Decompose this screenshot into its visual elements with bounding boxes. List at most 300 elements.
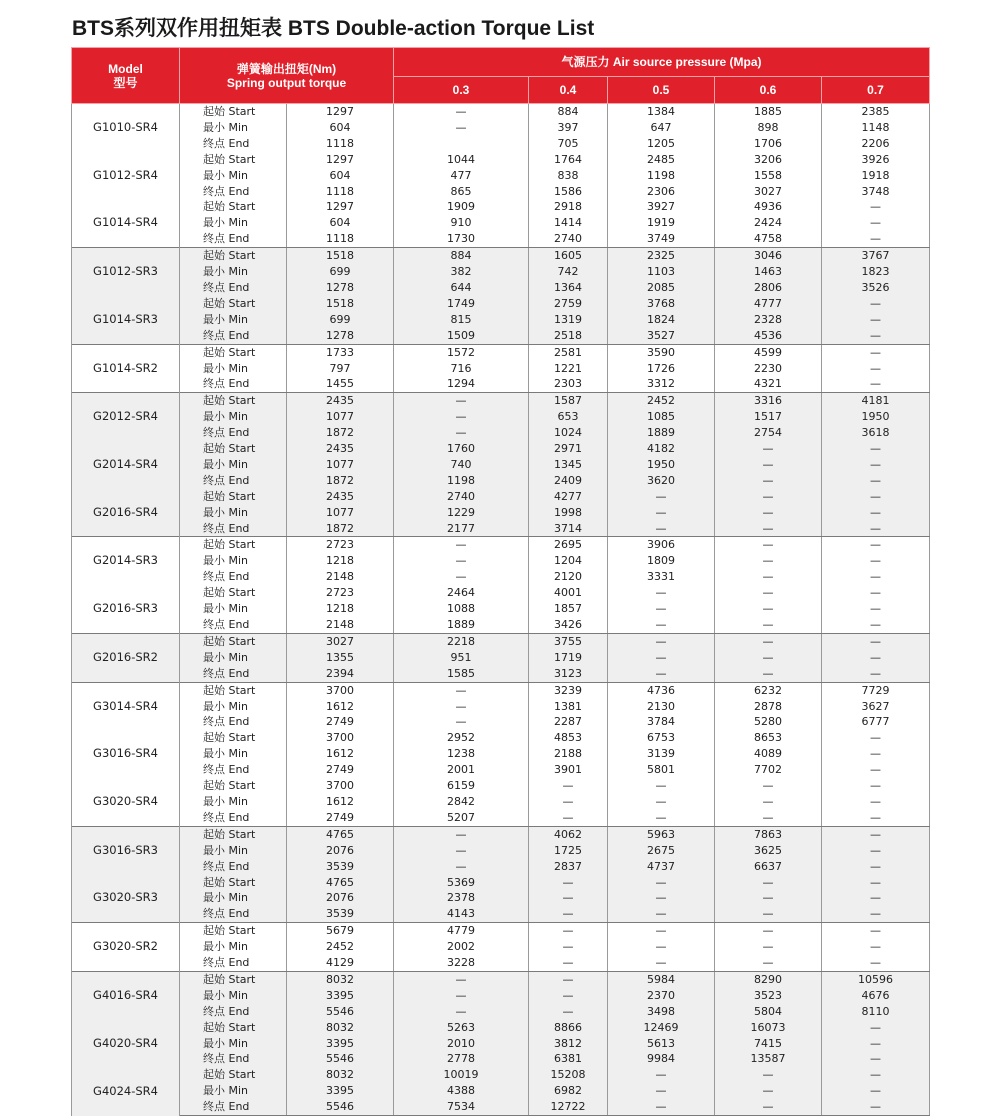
air-torque-value: 2452 <box>608 393 715 409</box>
spring-torque-header-en: Spring output torque <box>226 75 347 90</box>
table-row <box>72 248 930 264</box>
air-torque-value: 1558 <box>715 168 822 184</box>
air-torque-value: 3590 <box>608 344 715 360</box>
air-torque-value: — <box>394 714 529 730</box>
model-cell: G3020-SR3 <box>72 875 180 923</box>
model-header-cn: 型号 <box>113 75 138 90</box>
air-torque-value: — <box>608 521 715 537</box>
row-label: 起始 Start <box>180 199 287 215</box>
air-torque-value: 2120 <box>529 569 608 585</box>
air-torque-value: — <box>394 971 529 987</box>
air-torque-value: 4062 <box>529 826 608 842</box>
air-torque-value: — <box>394 988 529 1004</box>
air-torque-value: — <box>822 1099 930 1115</box>
spring-torque-value: 699 <box>287 264 394 280</box>
spring-torque-value: 604 <box>287 168 394 184</box>
air-torque-value: 5804 <box>715 1004 822 1020</box>
row-label: 终点 End <box>180 762 287 778</box>
air-torque-value: 7534 <box>394 1099 529 1115</box>
air-torque-value: — <box>608 955 715 971</box>
model-cell: G2012-SR4 <box>72 393 180 441</box>
air-torque-value: 7415 <box>715 1036 822 1052</box>
row-label: 最小 Min <box>180 794 287 810</box>
air-torque-value: 653 <box>529 409 608 425</box>
table-row <box>72 168 930 184</box>
air-torque-value: 1764 <box>529 152 608 168</box>
air-torque-value: — <box>822 473 930 489</box>
air-torque-value: 3767 <box>822 248 930 264</box>
air-torque-value: — <box>394 425 529 441</box>
air-torque-value: 884 <box>394 248 529 264</box>
row-label: 最小 Min <box>180 312 287 328</box>
row-label: 起始 Start <box>180 1020 287 1036</box>
air-torque-value: 3426 <box>529 617 608 633</box>
row-label: 终点 End <box>180 1004 287 1020</box>
air-torque-value: — <box>822 890 930 906</box>
air-torque-value: 1587 <box>529 393 608 409</box>
air-torque-value: 1238 <box>394 746 529 762</box>
row-label: 终点 End <box>180 473 287 489</box>
air-torque-value: 2306 <box>608 184 715 200</box>
air-torque-value: — <box>822 1051 930 1067</box>
row-label: 最小 Min <box>180 601 287 617</box>
model-cell: G1012-SR3 <box>72 248 180 296</box>
spring-torque-value: 4129 <box>287 955 394 971</box>
row-label: 终点 End <box>180 810 287 826</box>
air-torque-value: 2409 <box>529 473 608 489</box>
air-torque-value <box>394 136 529 152</box>
table-row <box>72 699 930 715</box>
spring-torque-value: 1218 <box>287 601 394 617</box>
air-torque-value: — <box>822 955 930 971</box>
air-torque-value: 2464 <box>394 585 529 601</box>
air-torque-value: — <box>715 939 822 955</box>
air-torque-value: 1294 <box>394 376 529 392</box>
air-torque-value: — <box>529 810 608 826</box>
air-torque-value: 2188 <box>529 746 608 762</box>
table-row <box>72 425 930 441</box>
table-row <box>72 1083 930 1099</box>
air-torque-value: — <box>608 633 715 649</box>
air-torque-value: 5280 <box>715 714 822 730</box>
air-torque-value: 1572 <box>394 344 529 360</box>
model-cell: G3016-SR3 <box>72 826 180 874</box>
spring-torque-value: 3395 <box>287 1083 394 1099</box>
air-torque-value: 3901 <box>529 762 608 778</box>
spring-torque-value: 1118 <box>287 231 394 247</box>
spring-torque-value: 1455 <box>287 376 394 392</box>
air-torque-value: — <box>715 923 822 939</box>
table-row <box>72 296 930 312</box>
air-torque-value: 2218 <box>394 633 529 649</box>
air-torque-value: — <box>608 875 715 891</box>
air-torque-value: — <box>822 875 930 891</box>
air-torque-value: 1381 <box>529 699 608 715</box>
air-torque-value: — <box>715 794 822 810</box>
table-row <box>72 199 930 215</box>
air-torque-value: 1885 <box>715 104 822 120</box>
air-torque-value: 2378 <box>394 890 529 906</box>
spring-torque-value: 1118 <box>287 184 394 200</box>
air-torque-value: 1889 <box>394 617 529 633</box>
table-row <box>72 939 930 955</box>
row-label: 起始 Start <box>180 489 287 505</box>
torque-table <box>71 47 930 1116</box>
spring-torque-value: 5546 <box>287 1004 394 1020</box>
spring-torque-value: 3539 <box>287 906 394 922</box>
air-torque-value: 647 <box>608 120 715 136</box>
row-label: 最小 Min <box>180 409 287 425</box>
table-row <box>72 215 930 231</box>
air-torque-value: — <box>529 955 608 971</box>
table-row <box>72 1067 930 1083</box>
air-torque-value: — <box>822 457 930 473</box>
table-row <box>72 521 930 537</box>
air-torque-value: 2485 <box>608 152 715 168</box>
row-label: 终点 End <box>180 617 287 633</box>
air-torque-value: 4536 <box>715 328 822 344</box>
air-torque-value: 3498 <box>608 1004 715 1020</box>
air-torque-value: 3620 <box>608 473 715 489</box>
air-torque-value: — <box>394 682 529 698</box>
spring-torque-value: 1077 <box>287 505 394 521</box>
spring-torque-value: 4765 <box>287 875 394 891</box>
air-torque-value: 4736 <box>608 682 715 698</box>
spring-torque-value: 2452 <box>287 939 394 955</box>
air-torque-value: 3812 <box>529 1036 608 1052</box>
air-torque-value: 10596 <box>822 971 930 987</box>
air-torque-value: 4758 <box>715 231 822 247</box>
table-row <box>72 473 930 489</box>
air-torque-value: — <box>608 794 715 810</box>
air-torque-value: — <box>822 666 930 682</box>
pressure-header-0-7: 0.7 <box>822 77 930 104</box>
air-torque-value: 6159 <box>394 778 529 794</box>
row-label: 最小 Min <box>180 120 287 136</box>
spring-torque-value: 1872 <box>287 521 394 537</box>
row-label: 最小 Min <box>180 1083 287 1099</box>
spring-torque-value: 1278 <box>287 280 394 296</box>
air-torque-value: 644 <box>394 280 529 296</box>
table-row <box>72 988 930 1004</box>
air-torque-value: 1706 <box>715 136 822 152</box>
model-cell: G1012-SR4 <box>72 152 180 200</box>
row-label: 终点 End <box>180 136 287 152</box>
model-cell: G4020-SR4 <box>72 1020 180 1068</box>
air-torque-value: 1024 <box>529 425 608 441</box>
spring-torque-value: 797 <box>287 361 394 377</box>
air-torque-value: 3625 <box>715 843 822 859</box>
air-torque-value: 2370 <box>608 988 715 1004</box>
pressure-header-0-5: 0.5 <box>608 77 715 104</box>
air-torque-value: 2952 <box>394 730 529 746</box>
row-label: 起始 Start <box>180 682 287 698</box>
table-row <box>72 617 930 633</box>
air-torque-value: 1950 <box>608 457 715 473</box>
spring-torque-value: 2076 <box>287 890 394 906</box>
air-torque-value: 12469 <box>608 1020 715 1036</box>
row-label: 终点 End <box>180 280 287 296</box>
air-torque-value: — <box>822 650 930 666</box>
spring-torque-value: 2749 <box>287 714 394 730</box>
row-label: 起始 Start <box>180 104 287 120</box>
air-torque-value: — <box>822 312 930 328</box>
row-label: 最小 Min <box>180 843 287 859</box>
air-torque-value: — <box>822 441 930 457</box>
air-torque-value: 3768 <box>608 296 715 312</box>
air-torque-value: 705 <box>529 136 608 152</box>
table-row <box>72 633 930 649</box>
model-cell: G4016-SR4 <box>72 971 180 1019</box>
air-torque-value: 1824 <box>608 312 715 328</box>
air-torque-value: 3527 <box>608 328 715 344</box>
row-label: 最小 Min <box>180 939 287 955</box>
air-torque-value: — <box>608 810 715 826</box>
spring-torque-value: 699 <box>287 312 394 328</box>
air-torque-value: — <box>608 939 715 955</box>
air-torque-value: — <box>822 1020 930 1036</box>
air-torque-value: 1088 <box>394 601 529 617</box>
pressure-header-0-6: 0.6 <box>715 77 822 104</box>
air-torque-value: — <box>715 875 822 891</box>
spring-torque-value: 2435 <box>287 489 394 505</box>
table-row <box>72 666 930 682</box>
air-torque-value: — <box>715 473 822 489</box>
table-row <box>72 409 930 425</box>
table-row <box>72 585 930 601</box>
air-torque-value: 1950 <box>822 409 930 425</box>
table-row <box>72 1051 930 1067</box>
table-row <box>72 344 930 360</box>
air-torque-value: — <box>822 344 930 360</box>
air-torque-value: 1823 <box>822 264 930 280</box>
air-torque-value: — <box>715 617 822 633</box>
spring-torque-value: 3700 <box>287 682 394 698</box>
air-torque-value: — <box>529 906 608 922</box>
model-cell: G2014-SR3 <box>72 537 180 585</box>
table-row <box>72 1099 930 1115</box>
air-torque-value: — <box>608 890 715 906</box>
air-torque-value: 2754 <box>715 425 822 441</box>
air-torque-value: 1221 <box>529 361 608 377</box>
air-torque-value: — <box>822 939 930 955</box>
air-torque-value: 3618 <box>822 425 930 441</box>
air-torque-value: 2001 <box>394 762 529 778</box>
table-row <box>72 650 930 666</box>
air-torque-value: 1085 <box>608 409 715 425</box>
air-torque-value: 2778 <box>394 1051 529 1067</box>
air-torque-value: — <box>394 569 529 585</box>
air-torque-value: 1726 <box>608 361 715 377</box>
table-row <box>72 890 930 906</box>
air-torque-value: — <box>822 215 930 231</box>
air-torque-value: — <box>715 666 822 682</box>
spring-torque-value: 5679 <box>287 923 394 939</box>
air-torque-value: 2325 <box>608 248 715 264</box>
air-torque-value: 1725 <box>529 843 608 859</box>
air-torque-value: — <box>822 569 930 585</box>
row-label: 起始 Start <box>180 344 287 360</box>
air-torque-value: 4001 <box>529 585 608 601</box>
air-torque-value: 3239 <box>529 682 608 698</box>
air-torque-value: 477 <box>394 168 529 184</box>
spring-torque-value: 1872 <box>287 425 394 441</box>
air-torque-value: 4181 <box>822 393 930 409</box>
row-label: 终点 End <box>180 1051 287 1067</box>
air-torque-value: — <box>608 906 715 922</box>
spring-torque-value: 2435 <box>287 393 394 409</box>
spring-torque-value: 5546 <box>287 1051 394 1067</box>
air-torque-value: 6232 <box>715 682 822 698</box>
table-row <box>72 361 930 377</box>
air-torque-value: — <box>608 489 715 505</box>
air-torque-value: 6777 <box>822 714 930 730</box>
spring-torque-value: 5546 <box>287 1099 394 1115</box>
air-torque-value: 3523 <box>715 988 822 1004</box>
air-torque-value: 1909 <box>394 199 529 215</box>
air-torque-value: — <box>394 826 529 842</box>
air-torque-value: — <box>715 457 822 473</box>
air-torque-value: — <box>608 1083 715 1099</box>
air-torque-value: — <box>822 296 930 312</box>
table-row <box>72 778 930 794</box>
table-row <box>72 875 930 891</box>
air-torque-value: — <box>822 505 930 521</box>
table-row <box>72 1020 930 1036</box>
row-label: 最小 Min <box>180 1036 287 1052</box>
air-torque-value: 1998 <box>529 505 608 521</box>
table-row <box>72 537 930 553</box>
air-torque-value: 8290 <box>715 971 822 987</box>
air-torque-value: — <box>529 794 608 810</box>
air-torque-value: 1198 <box>394 473 529 489</box>
air-torque-value: — <box>822 553 930 569</box>
air-torque-value: — <box>529 939 608 955</box>
air-torque-value: 2002 <box>394 939 529 955</box>
air-torque-value: — <box>529 778 608 794</box>
table-row <box>72 730 930 746</box>
air-torque-value: 4777 <box>715 296 822 312</box>
air-torque-value: — <box>608 601 715 617</box>
air-torque-value: — <box>394 393 529 409</box>
air-torque-value: 382 <box>394 264 529 280</box>
row-label: 最小 Min <box>180 361 287 377</box>
air-torque-value: 2287 <box>529 714 608 730</box>
air-torque-value: 1857 <box>529 601 608 617</box>
table-row <box>72 714 930 730</box>
air-torque-value: — <box>822 859 930 875</box>
air-torque-value: 1585 <box>394 666 529 682</box>
spring-torque-value: 1278 <box>287 328 394 344</box>
air-torque-value: — <box>715 1083 822 1099</box>
air-torque-value: 1204 <box>529 553 608 569</box>
air-torque-value: — <box>394 120 529 136</box>
row-label: 终点 End <box>180 425 287 441</box>
model-cell: G2016-SR2 <box>72 633 180 682</box>
air-torque-value: — <box>608 1099 715 1115</box>
air-torque-value: — <box>822 489 930 505</box>
air-torque-value: 2424 <box>715 215 822 231</box>
air-torque-value: 951 <box>394 650 529 666</box>
air-torque-value: 898 <box>715 120 822 136</box>
air-torque-value: — <box>529 923 608 939</box>
row-label: 起始 Start <box>180 633 287 649</box>
spring-torque-header <box>180 48 394 104</box>
table-row <box>72 136 930 152</box>
air-torque-value: 2740 <box>529 231 608 247</box>
air-torque-value: 3784 <box>608 714 715 730</box>
air-torque-value: — <box>715 585 822 601</box>
model-header <box>72 48 180 104</box>
air-torque-value: 8866 <box>529 1020 608 1036</box>
air-torque-value: 7729 <box>822 682 930 698</box>
row-label: 终点 End <box>180 569 287 585</box>
air-torque-value: — <box>822 537 930 553</box>
air-torque-value: 4737 <box>608 859 715 875</box>
table-row <box>72 231 930 247</box>
spring-torque-value: 4765 <box>287 826 394 842</box>
air-pressure-header: 气源压力 Air source pressure (Mpa) <box>394 48 930 77</box>
row-label: 最小 Min <box>180 215 287 231</box>
table-row <box>72 955 930 971</box>
air-torque-value: 4089 <box>715 746 822 762</box>
air-torque-value: — <box>715 601 822 617</box>
air-torque-value: 2085 <box>608 280 715 296</box>
spring-torque-value: 1518 <box>287 248 394 264</box>
air-torque-value: 2878 <box>715 699 822 715</box>
row-label: 最小 Min <box>180 746 287 762</box>
spring-torque-value: 3395 <box>287 1036 394 1052</box>
air-torque-value: — <box>822 328 930 344</box>
spring-torque-value: 1297 <box>287 104 394 120</box>
row-label: 起始 Start <box>180 537 287 553</box>
air-torque-value: — <box>608 778 715 794</box>
model-cell: G1014-SR3 <box>72 296 180 344</box>
row-label: 起始 Start <box>180 248 287 264</box>
air-torque-value: 865 <box>394 184 529 200</box>
air-torque-value: 716 <box>394 361 529 377</box>
table-row <box>72 923 930 939</box>
row-label: 终点 End <box>180 859 287 875</box>
air-torque-value: 1364 <box>529 280 608 296</box>
air-torque-value: 838 <box>529 168 608 184</box>
air-torque-value: 4388 <box>394 1083 529 1099</box>
air-torque-value: — <box>529 971 608 987</box>
air-torque-value: 2842 <box>394 794 529 810</box>
row-label: 最小 Min <box>180 553 287 569</box>
row-label: 终点 End <box>180 1099 287 1115</box>
air-torque-value: — <box>715 505 822 521</box>
table-row <box>72 376 930 392</box>
table-row <box>72 762 930 778</box>
air-torque-value: 3139 <box>608 746 715 762</box>
model-cell: G1014-SR2 <box>72 344 180 393</box>
table-row <box>72 1004 930 1020</box>
air-torque-value: 3526 <box>822 280 930 296</box>
model-cell: G2016-SR3 <box>72 585 180 633</box>
air-torque-value: 1719 <box>529 650 608 666</box>
air-torque-value: 4599 <box>715 344 822 360</box>
air-torque-value: 2695 <box>529 537 608 553</box>
air-torque-value: — <box>394 859 529 875</box>
air-torque-value: — <box>822 746 930 762</box>
air-torque-value: — <box>822 843 930 859</box>
air-torque-value: 6753 <box>608 730 715 746</box>
air-torque-value: 2837 <box>529 859 608 875</box>
table-row <box>72 794 930 810</box>
spring-torque-value: 2749 <box>287 810 394 826</box>
table-row <box>72 489 930 505</box>
